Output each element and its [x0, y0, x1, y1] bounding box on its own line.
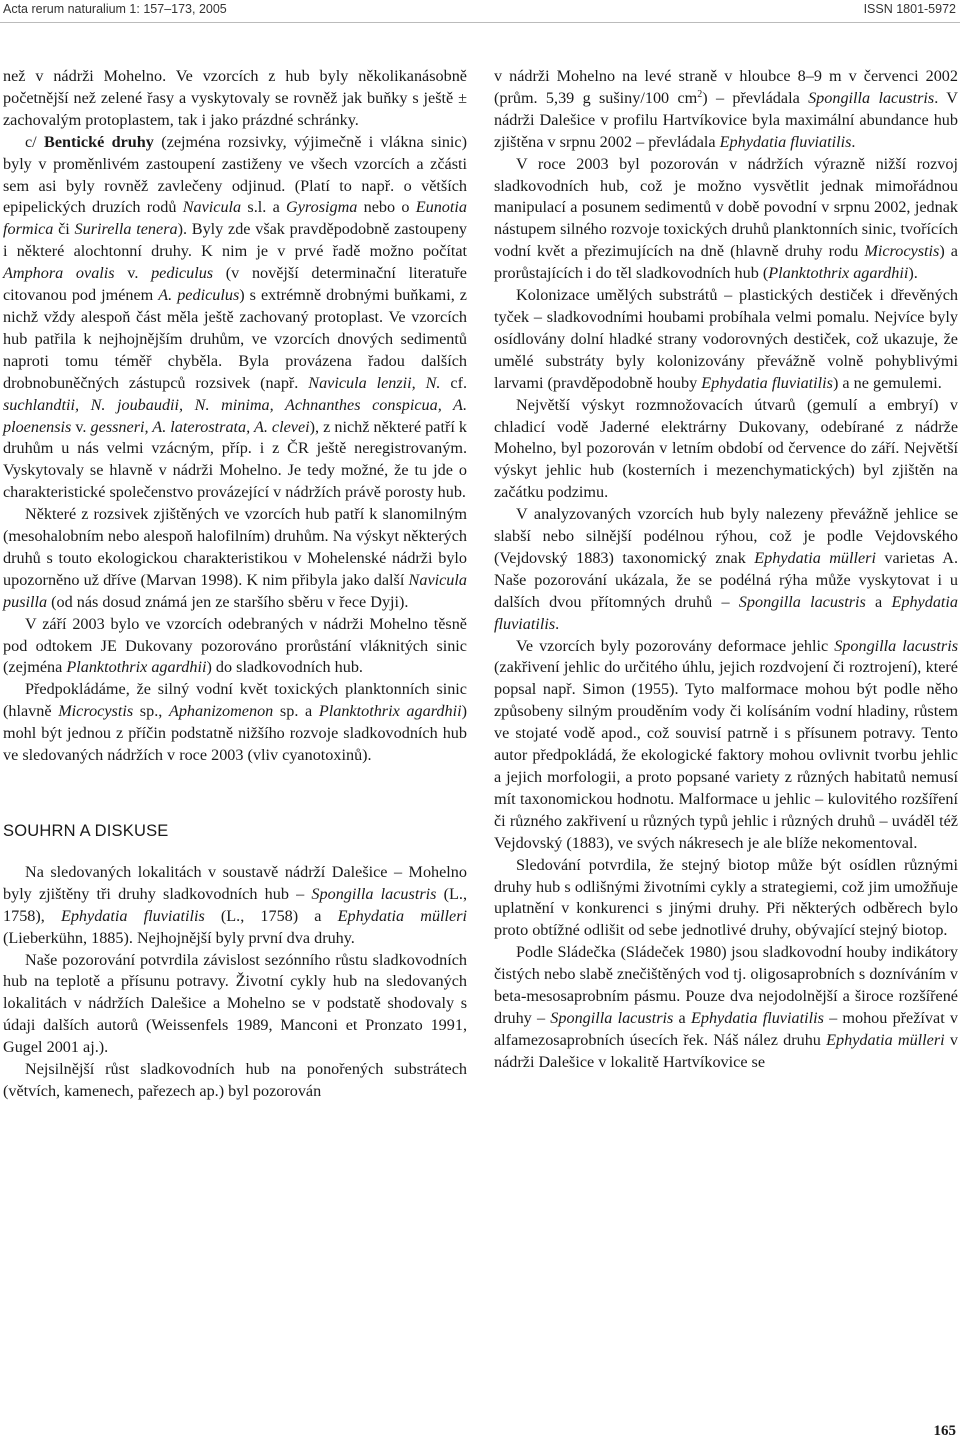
paragraph: Na sledovaných lokalitách v soustavě nádrží Dalešice – Mohelno byly zjištěny tři druhy sladkovodních hub – Spongilla lacustris (L., 1758), Ephydatia fluviatilis (L., 1758) a Ephydatia mülleri (Lieberkühn, 1885). Nejhojnější byly první dva druhy. — [3, 862, 468, 947]
paragraph: Některé z rozsivek zjištěných ve vzorcích hub patří k slanomilným (mesohalobním nebo alespoň halofilním) druhům. Na výskyt některých druhů s touto ekologickou charakteristikou v Mohelenské nádrži bylo upozorněno už dříve (Marvan 1998). K nim přibyla jako další Navicula pusilla (od nás dosud známá jen ze staršího sběru v řece Dyji). — [3, 505, 467, 611]
paragraph-benthic: c/ Bentické druhy (zejména rozsivky, výjimečně i vlákna sinic) byly v proměnlivém zastoupení zastiženy ve všech vzorcích a zčásti sem asi byly rovněž zavlečeny odjinud. (Platí to např. o větších epipelických druzích rodů Navicula s.l. a Gyrosigma nebo o Eunotia formica či Surirella tenera). Byly zde však pravděpodobně zastoupeny i některé alochtonní druhy. K nim je v prvé řadě možno počítat Amphora ovalis v. pediculus (v novější determinační literatuře citovanou pod jménem A. pediculus) s extrémně drobnými buňkami, z nichž vždy alespoň část měla ještě zachovaný protoplast. Ve vzorcích hub patřila k nejhojnějším druhům, ve vzorcích dnových sedimentů naproti tomu téměř chyběla. Byla provázena řadou dalších drobnobuněčných zástupců rozsivek (např. Navicula lenzii, N. cf. suchlandtii, N. joubaudii, N. minima, Achnanthes conspicua, A. ploenensis v. gessneri, A. laterostrata, A. clevei), z nichž některé patří k druhům u nás velmi vzácným, příp. i z ČR ještě neregistrovaným. Vyskytovaly se hlavně v nádrži Mohelno. Je tedy možné, že tu jde o charakteristické společenstvo provázející v nádržích právě porosty hub. — [3, 132, 468, 502]
issn: ISSN 1801-5972 — [863, 2, 956, 16]
term-bold: Bentické druhy — [44, 132, 154, 151]
paragraph: v nádrži Mohelno na levé straně v hloubce 8–9 m v červenci 2002 (prům. 5,39 g sušiny/100 $cm^2$) – převládala Spongilla lacustris. V nádrži Dalešice v profilu Hartvíkovice byla maximální abundance hub zjištěna v srpnu 2002 – převládala Ephydatia fluviatilis. — [494, 67, 958, 151]
left-column — [3, 66, 467, 1103]
paragraph: V září 2003 bylo ve vzorcích odebraných v nádrži Mohelno těsně pod odtokem JE Dukovany pozorováno prorůstání vláknitých sinic (zejména Planktothrix agardhii) do sladkovodních hub. — [3, 614, 467, 677]
page-number: 165 — [933, 1423, 956, 1439]
journal-citation: Acta rerum naturalium 1: 157–173, 2005 — [3, 2, 227, 16]
paragraph: Předpokládáme, že silný vodní květ toxických planktonních sinic (hlavně Microcystis sp., Aphanizomenon sp. a Planktothrix agardhii) mohl být jednou z příčin podstatně nižšího rozvoje sladkovodních hub ve sledovaných nádržích v roce 2003 (vliv cyanotoxinů). — [3, 680, 467, 765]
paragraph: Sledování potvrdila, že stejný biotop může být osídlen různými druhy hub s odlišnými životními cykly a strategiemi, což jim umožňuje uplatnění v konkurenci s jinými druhy. Při některých odběrech bylo proto obtížné odlišit od sebe jednotlivé druhy, obývající stejný biotop. — [494, 855, 958, 940]
running-header — [0, 0, 960, 23]
paragraph: Kolonizace umělých substrátů – plastických destiček i dřevěných tyček – sladkovodními houbami probíhala velmi pomalu. Nejvíce byly osídlovány dolní hladké strany vodorovných destiček, což ukazuje, že umělé substráty byly kolonizovány převážně volně pohyblivými larvami (pravděpodobně houby Ephydatia fluviatilis) a ne gemulemi. — [494, 286, 958, 392]
paragraph: než v nádrži Mohelno. Ve vzorcích z hub byly několikanásobně početnější než zelené řasy a vyskytovaly se rovněž jak buňky s ještě ± zachovalým protoplastem, tak i jako prázdné schránky. — [3, 67, 467, 129]
paragraph: V analyzovaných vzorcích hub byly nalezeny převážně jehlice se slabší nebo silnější podélnou rýhou, což je podle Vejdovského (Vejdovský 1883) taxonomický znak Ephydatia mülleri varietas A. Naše pozorování ukázala, že se podélná rýha může vyskytovat i u dalších dvou přítomných druhů – Spongilla lacustris a Ephydatia fluviatilis. — [494, 505, 959, 633]
right-column — [494, 66, 958, 1074]
section-heading: SOUHRN A DISKUSE — [3, 822, 169, 840]
paragraph: Nejsilnější růst sladkovodních hub na ponořených substrátech (větvích, kamenech, pařezech ap.) byl pozorován — [3, 1060, 467, 1100]
paragraph: Největší výskyt rozmnožovacích útvarů (gemulí a embryí) v chladicí vodě Jaderné elektrárny Dukovany, odebírané z nádrže Mohelno, byl pozorován v letním období od července do září. Největší výskyt jehlic hub (kosterních i mezenchymatických) byl zjištěn na začátku podzimu. — [494, 395, 958, 502]
paragraph: Podle Sládečka (Sládeček 1980) jsou sladkovodní houby indikátory čistých nebo slabě znečištěných vod tj. oligosaprobních s dozníváním v beta-mesosaprobním pásmu. Pouze dva nejodolnější a široce rozšířené druhy – Spongilla lacustris a Ephydatia fluviatilis – mohou přežívat v alfamezosaprobních úsecích řek. Náš nález druhu Ephydatia mülleri v nádrži Dalešice v lokalitě Hartvíkovice se — [494, 943, 959, 1071]
paragraph: V roce 2003 byl pozorován v nádržích výrazně nižší rozvoj sladkovodních hub, což je možno vysvětlit jednak mimořádnou manipulací a posunem sedimentů v době povodní v srpnu 2002, jednak nástupem silného rozvoje toxických druhů planktonních sinic, tvořících vodní květ a přezimujících na dně (hlavně druhy rodu Microcystis) a prorůstajících i do těl sladkovodních hub (Planktothrix agardhii). — [494, 154, 958, 283]
paragraph: Naše pozorování potvrdila závislost sezónního růstu sladkovodních hub na teplotě a přísunu potravy. Životní cykly hub na sledovaných lokalitách v nádržích Dalešice a Mohelno se v podstatě shodovaly s údaji dalších autorů (Weissenfels 1989, Manconi et Pronzato 1991, Gugel 2001 aj.). — [3, 950, 467, 1057]
paragraph: Ve vzorcích byly pozorovány deformace jehlic Spongilla lacustris (zakřivení jehlic do určitého úhlu, jejich rozdvojení či roztrojení), které popsal např. Simon (1955). Tyto malformace mohou být podle něho způsobeny silným prouděním vody či kolísáním vodní hladiny, růstem ve stojaté vodě apod., což souvisí patrně i s přísunem potravy. Tento autor předpokládá, že ekologické faktory mohou ovlivnit tvorbu jehlic a jejich morfologii, a proto popsané variety z různých habitatů nemusí mít taxonomickou hodnotu. Malformace u jehlic – kulovitého rozšíření či různého zakřivení u různých typů jehlic i různých druhů – uváděl též Vejdovský (1883), ve svých nákresech je ale blíže nekomentoval. — [494, 636, 958, 852]
